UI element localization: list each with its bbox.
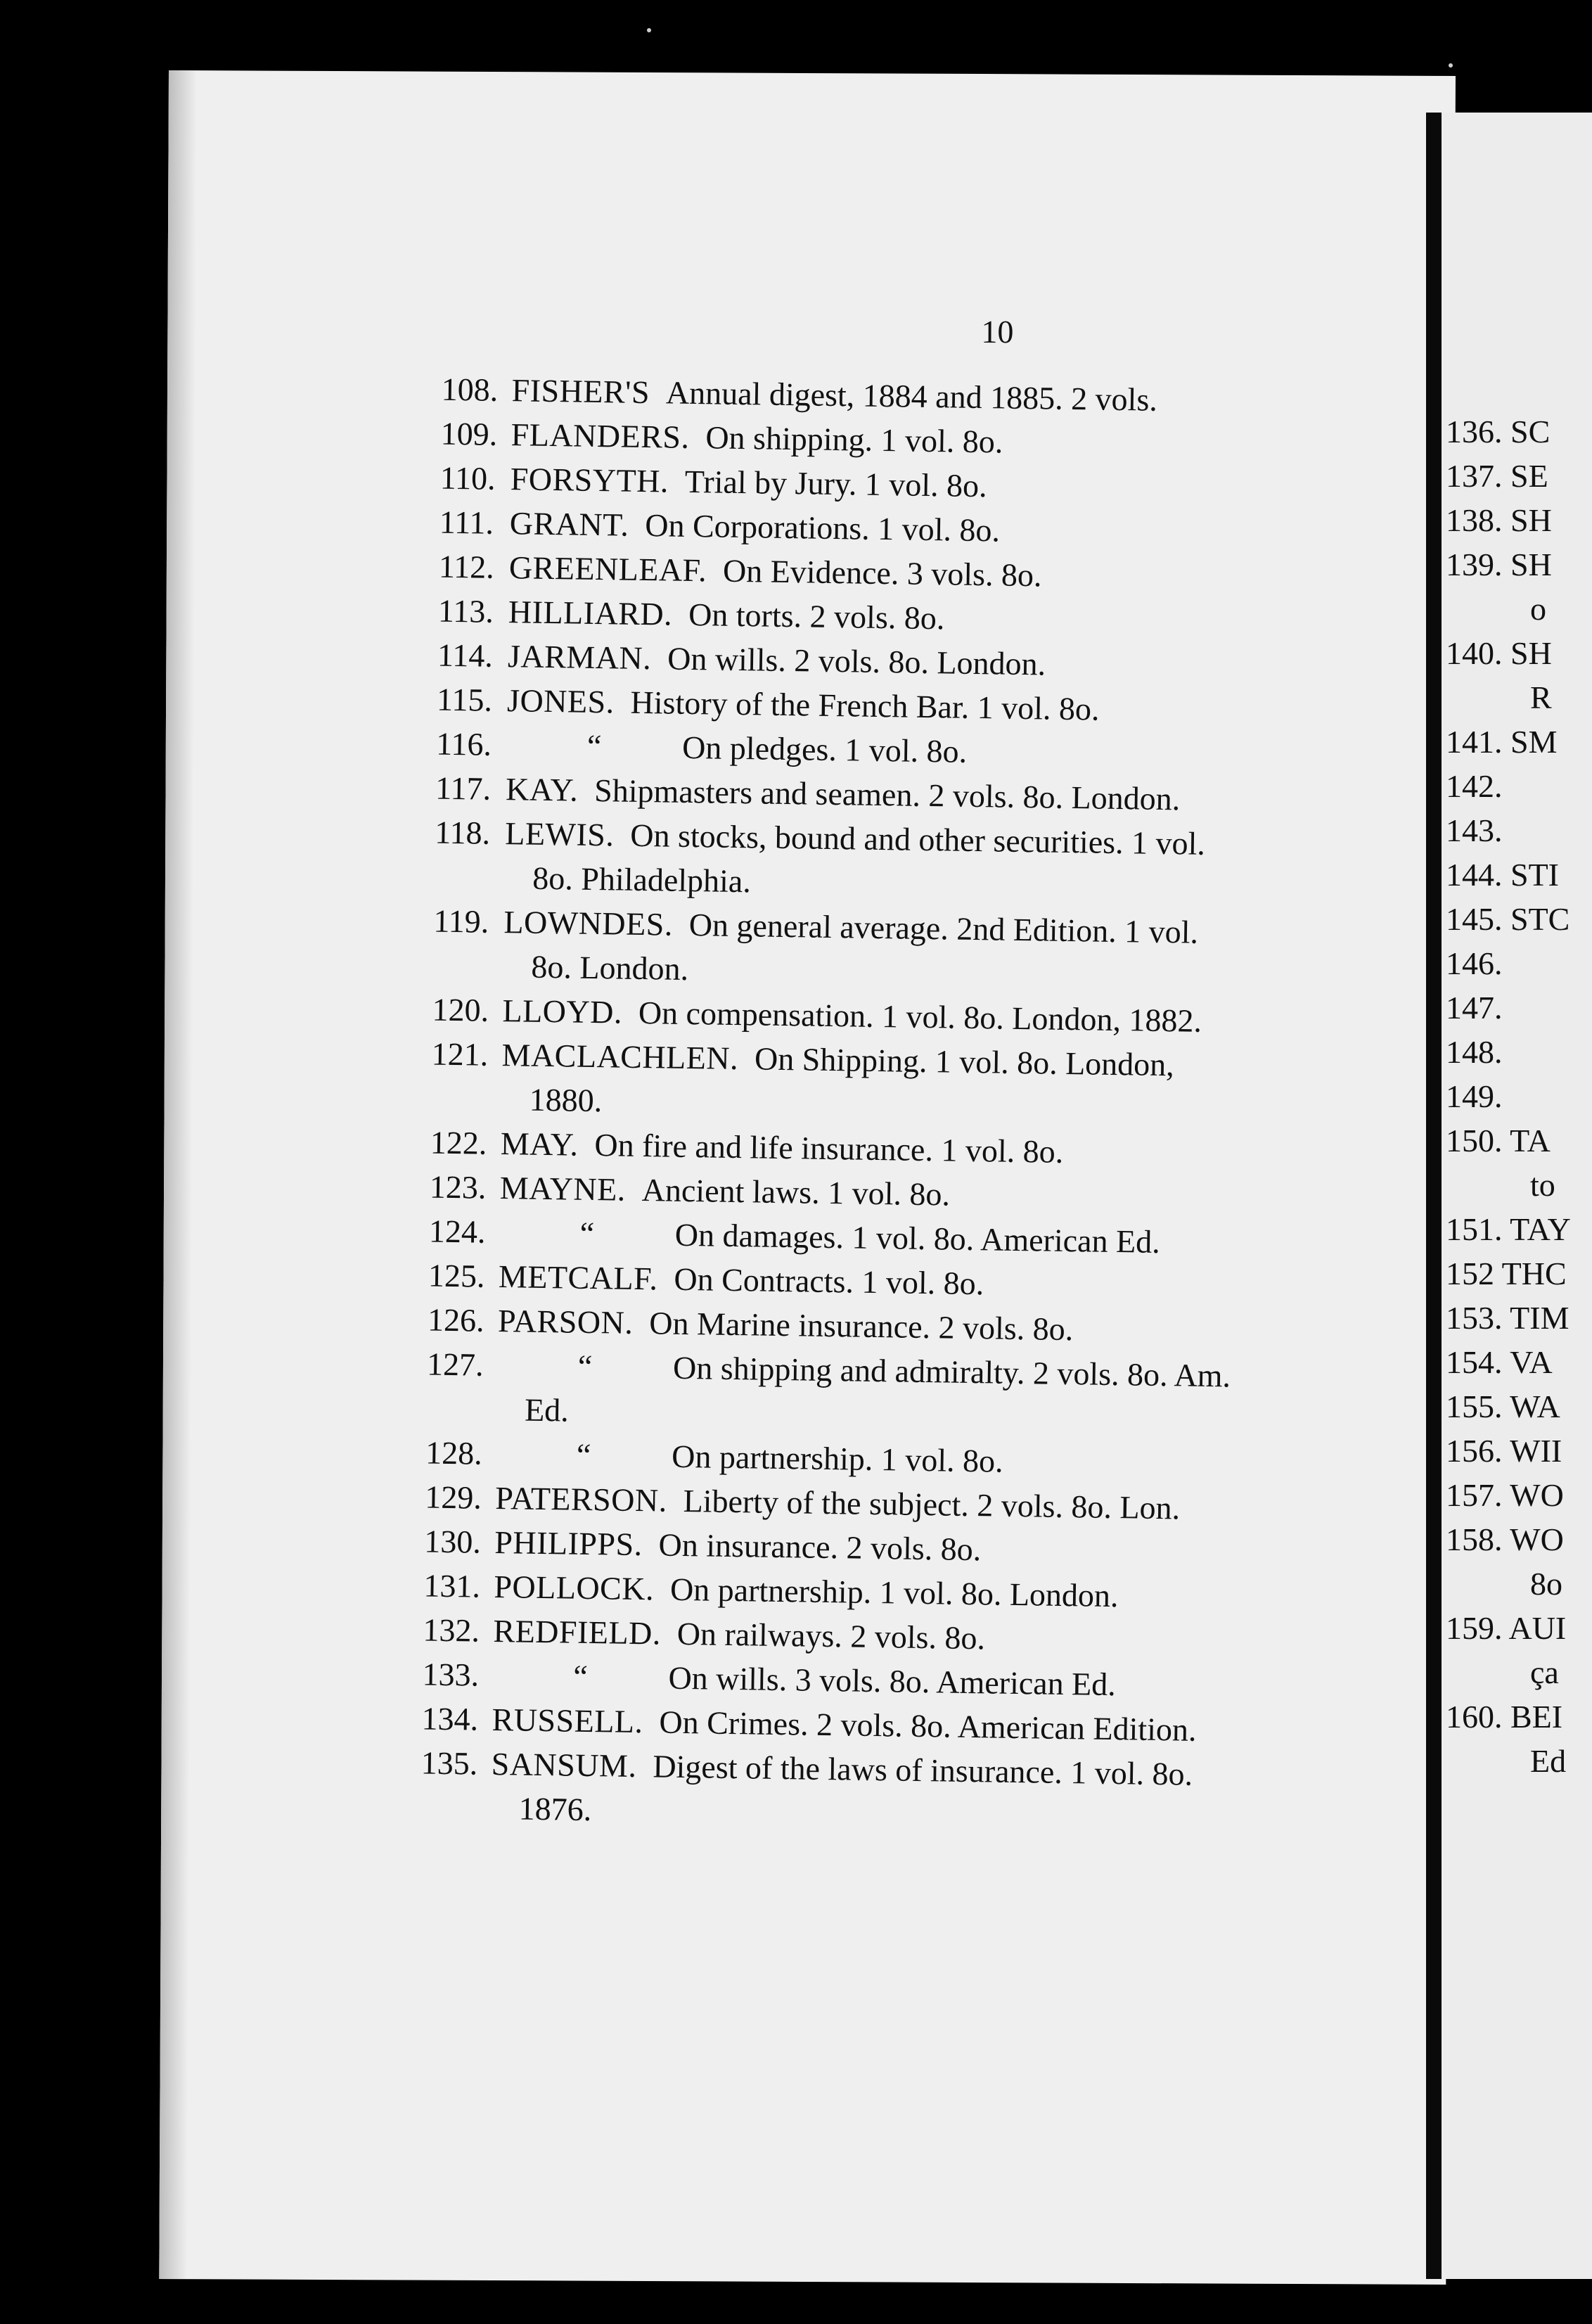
entry-description: On shipping. 1 vol. 8o. xyxy=(705,419,1003,460)
entry-continuation: 1880. xyxy=(529,1081,603,1119)
entry-number: 127. xyxy=(426,1346,484,1383)
facing-entry-text: WII xyxy=(1510,1433,1562,1469)
catalog-entry xyxy=(432,899,1404,1002)
facing-entry-number: 143. xyxy=(1446,812,1503,848)
facing-entry-text: BEI xyxy=(1510,1699,1563,1735)
facing-entry xyxy=(1446,1074,1571,1118)
facing-entry xyxy=(1446,454,1571,498)
facing-entry xyxy=(1446,985,1571,1030)
entry-description: On fire and life insurance. 1 vol. 8o. xyxy=(594,1127,1064,1170)
facing-entry-number: 149. xyxy=(1446,1078,1503,1114)
entry-description: On general average. 2nd Edition. 1 vol. xyxy=(688,907,1199,950)
entry-continuation: Ed. xyxy=(524,1391,570,1429)
entry-author: HILLIARD. xyxy=(508,594,673,632)
entry-description: On stocks, bound and other securities. 1 vol. xyxy=(629,817,1206,862)
facing-entry-text: WO xyxy=(1510,1521,1564,1557)
facing-entry-text: SM xyxy=(1510,724,1558,760)
facing-entry-number: 150. xyxy=(1446,1123,1503,1158)
facing-entry-continuation: 8o xyxy=(1530,1566,1562,1602)
facing-entry-number: 153. xyxy=(1446,1300,1503,1336)
facing-entry-number: 147. xyxy=(1446,990,1503,1026)
facing-entry-number: 159. xyxy=(1446,1610,1503,1646)
entry-author: FLANDERS. xyxy=(511,416,690,455)
entry-number: 125. xyxy=(428,1257,485,1294)
entry-description: On Crimes. 2 vols. 8o. American Edition. xyxy=(659,1704,1197,1748)
facing-entry-continuation: o xyxy=(1530,591,1546,627)
facing-entry-text: SC xyxy=(1510,414,1551,449)
facing-entry xyxy=(1446,808,1571,853)
facing-entry-text: STC xyxy=(1510,901,1570,937)
facing-entry xyxy=(1446,1340,1571,1384)
facing-entry xyxy=(1446,1030,1571,1074)
facing-entry-number: 139. xyxy=(1446,547,1503,582)
facing-entry-continuation: to xyxy=(1530,1167,1555,1203)
entry-number: 123. xyxy=(429,1168,487,1206)
catalog-entry xyxy=(430,1032,1402,1135)
entry-description: On Contracts. 1 vol. 8o. xyxy=(674,1260,984,1302)
entry-continuation: 8o. London. xyxy=(531,948,689,987)
facing-entry-continuation: Ed xyxy=(1530,1743,1567,1779)
facing-entry-text: VA xyxy=(1510,1344,1553,1380)
entry-number: 118. xyxy=(434,814,491,851)
facing-entry-number: 158. xyxy=(1446,1521,1503,1557)
entry-author: GRANT. xyxy=(509,505,629,543)
entry-number: 131. xyxy=(423,1567,481,1604)
entry-author: GREENLEAF. xyxy=(508,549,707,589)
facing-entry xyxy=(1446,853,1571,897)
entry-author: LLOYD. xyxy=(502,992,623,1030)
facing-entry-text: TAY xyxy=(1510,1211,1571,1247)
facing-entry-number: 151. xyxy=(1446,1211,1503,1247)
entry-author: MAYNE. xyxy=(499,1170,627,1208)
entry-description: On insurance. 2 vols. 8o. xyxy=(658,1526,982,1568)
facing-entry xyxy=(1446,1251,1571,1296)
entry-author: PHILIPPS. xyxy=(494,1524,643,1563)
entry-author: REDFIELD. xyxy=(493,1612,662,1652)
page-number: 10 xyxy=(981,314,1014,350)
entry-number: 108. xyxy=(441,371,499,408)
facing-entry-text: THC xyxy=(1501,1256,1567,1291)
ditto-mark: “ xyxy=(579,1215,595,1252)
entry-author: RUSSELL. xyxy=(492,1701,643,1740)
book-page xyxy=(159,70,1456,2285)
entry-author: POLLOCK. xyxy=(494,1568,655,1607)
facing-entry-text: STI xyxy=(1510,857,1559,893)
entry-continuation: 1876. xyxy=(518,1790,592,1828)
entry-description: On partnership. 1 vol. 8o. London. xyxy=(669,1571,1119,1614)
entry-author: LEWIS. xyxy=(504,815,615,853)
facing-entry-number: 160. xyxy=(1446,1699,1503,1735)
entry-author: SANSUM. xyxy=(491,1745,637,1784)
entry-description: On torts. 2 vols. 8o. xyxy=(688,596,945,637)
entry-description: History of the French Bar. 1 vol. 8o. xyxy=(630,684,1100,727)
entry-description: Shipmasters and seamen. 2 vols. 8o. London. xyxy=(593,772,1181,817)
entry-description: On railways. 2 vols. 8o. xyxy=(676,1615,986,1656)
facing-entry-number: 146. xyxy=(1446,945,1503,981)
book-spine xyxy=(1426,113,1442,2279)
facing-entry-number: 145. xyxy=(1446,901,1503,937)
entry-number: 120. xyxy=(432,991,489,1028)
facing-entry xyxy=(1446,1694,1571,1739)
facing-entry xyxy=(1446,1207,1571,1251)
entry-number: 113. xyxy=(437,592,494,630)
entry-number: 115. xyxy=(436,681,493,718)
scan-speck xyxy=(1449,63,1453,68)
facing-entry-number: 154. xyxy=(1446,1344,1503,1380)
entry-number: 135. xyxy=(421,1744,478,1782)
entry-number: 116. xyxy=(435,725,492,762)
facing-entry-number: 137. xyxy=(1446,458,1503,494)
facing-entry-number: 155. xyxy=(1446,1388,1503,1424)
facing-page-entries xyxy=(1446,409,1571,1783)
entry-continuation: 8o. Philadelphia. xyxy=(532,860,752,900)
facing-entry-number: 141. xyxy=(1446,724,1503,760)
facing-entry-number: 136. xyxy=(1446,414,1503,449)
facing-entry xyxy=(1446,897,1571,941)
entry-number: 109. xyxy=(440,415,498,452)
facing-entry-text: TA xyxy=(1510,1123,1551,1158)
entry-author: FISHER'S xyxy=(511,372,650,411)
entry-number: 132. xyxy=(423,1611,480,1649)
facing-entry-number: 138. xyxy=(1446,502,1503,538)
entry-description: Annual digest, 1884 and 1885. 2 vols. xyxy=(665,374,1158,418)
entry-description: On partnership. 1 vol. 8o. xyxy=(671,1438,1003,1479)
entry-description: Trial by Jury. 1 vol. 8o. xyxy=(684,463,988,504)
entry-number: 117. xyxy=(435,770,492,807)
entry-number: 122. xyxy=(430,1124,487,1161)
facing-entry-number: 152 xyxy=(1446,1256,1494,1291)
entry-number: 129. xyxy=(424,1479,482,1516)
facing-entry xyxy=(1446,764,1571,808)
facing-entry-text: AUI xyxy=(1508,1610,1567,1646)
facing-entry xyxy=(1446,1517,1571,1562)
ditto-mark: “ xyxy=(586,727,602,765)
entry-number: 126. xyxy=(427,1301,484,1339)
entry-author: LOWNDES. xyxy=(503,904,674,943)
entry-author: FORSYTH. xyxy=(510,461,669,499)
facing-entry xyxy=(1446,409,1571,454)
entry-description: Ancient laws. 1 vol. 8o. xyxy=(641,1172,951,1213)
facing-entry-text: SH xyxy=(1510,547,1552,582)
facing-entry xyxy=(1446,1429,1571,1473)
catalog-entry xyxy=(434,810,1406,913)
facing-entry xyxy=(1446,542,1571,587)
entry-number: 124. xyxy=(428,1213,486,1250)
facing-entry xyxy=(1446,631,1571,675)
ditto-mark: “ xyxy=(572,1658,589,1694)
facing-entry-number: 142. xyxy=(1446,768,1503,804)
facing-page-fragment xyxy=(1442,113,1592,2279)
facing-entry-text: SH xyxy=(1510,635,1552,671)
entry-description: On Corporations. 1 vol. 8o. xyxy=(645,507,1001,549)
catalog-entry xyxy=(426,1342,1398,1445)
entry-description: On Shipping. 1 vol. 8o. London, xyxy=(754,1040,1175,1083)
entry-author: JARMAN. xyxy=(507,638,652,677)
facing-entry-number: 157. xyxy=(1446,1477,1503,1513)
facing-entry-number: 148. xyxy=(1446,1034,1503,1070)
entry-description: Liberty of the subject. 2 vols. 8o. Lon. xyxy=(683,1482,1181,1526)
entry-number: 119. xyxy=(433,902,489,940)
catalog-entries-list xyxy=(420,367,1412,1844)
facing-entry xyxy=(1446,1473,1571,1517)
facing-entry xyxy=(1446,1606,1571,1650)
entry-author: JONES. xyxy=(506,682,615,720)
page-fold-shadow xyxy=(159,70,197,2279)
facing-entry-continuation: ça xyxy=(1530,1654,1559,1690)
facing-entry xyxy=(1446,1296,1571,1340)
facing-entry-continuation: R xyxy=(1530,679,1552,715)
facing-entry-number: 140. xyxy=(1446,635,1503,671)
facing-entry-number: 144. xyxy=(1446,857,1503,893)
facing-entry-text: SH xyxy=(1510,502,1552,538)
entry-number: 133. xyxy=(422,1656,480,1693)
facing-entry xyxy=(1446,1118,1571,1163)
entry-description: On Evidence. 3 vols. 8o. xyxy=(722,552,1042,594)
entry-number: 121. xyxy=(431,1035,489,1073)
entry-number: 114. xyxy=(437,637,494,674)
entry-author: MACLACHLEN. xyxy=(501,1037,739,1077)
entry-author: MAY. xyxy=(500,1125,579,1163)
entry-description: On pledges. 1 vol. 8o. xyxy=(681,729,968,770)
facing-entry-text: WO xyxy=(1510,1477,1564,1513)
entry-author: PATERSON. xyxy=(494,1480,668,1519)
facing-entry xyxy=(1446,498,1571,542)
entry-description: On damages. 1 vol. 8o. American Ed. xyxy=(674,1216,1161,1260)
entry-description: On compensation. 1 vol. 8o. London, 1882. xyxy=(638,994,1202,1039)
entry-number: 110. xyxy=(439,459,496,497)
facing-entry-number: 156. xyxy=(1446,1433,1503,1469)
facing-entry-text: SE xyxy=(1510,458,1548,494)
entry-author: KAY. xyxy=(505,771,579,808)
entry-description: Digest of the laws of insurance. 1 vol. 8o. xyxy=(653,1748,1193,1792)
entry-number: 112. xyxy=(438,548,495,585)
facing-entry-text: TIM xyxy=(1510,1300,1569,1336)
facing-entry xyxy=(1446,941,1571,985)
entry-description: On Marine insurance. 2 vols. 8o. xyxy=(648,1305,1074,1348)
facing-entry xyxy=(1446,1384,1571,1429)
entry-number: 134. xyxy=(421,1700,479,1737)
facing-entry xyxy=(1446,720,1571,764)
facing-entry-text: WA xyxy=(1510,1388,1560,1424)
entry-description: On wills. 2 vols. 8o. London. xyxy=(667,640,1046,682)
ditto-mark: “ xyxy=(576,1436,591,1474)
catalog-entry xyxy=(420,1740,1392,1843)
entry-number: 111. xyxy=(439,504,494,541)
entry-author: METCALF. xyxy=(498,1258,658,1297)
entry-description: On wills. 3 vols. 8o. American Ed. xyxy=(668,1659,1117,1703)
entry-author: PARSON. xyxy=(497,1303,634,1341)
entry-number: 130. xyxy=(424,1523,482,1560)
entry-number: 128. xyxy=(425,1434,483,1471)
entry-description: On shipping and admiralty. 2 vols. 8o. Am. xyxy=(672,1349,1231,1394)
scan-speck xyxy=(647,28,651,32)
ditto-mark: “ xyxy=(577,1348,593,1385)
